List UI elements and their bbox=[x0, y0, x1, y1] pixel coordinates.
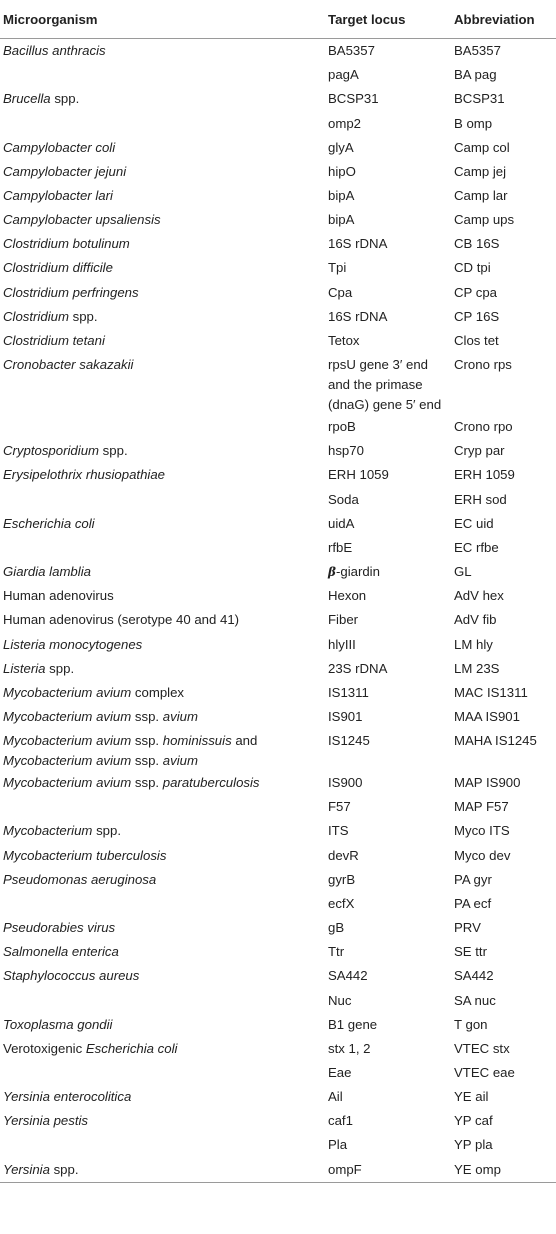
table-row bbox=[0, 844, 556, 868]
locus-text: BCSP31 bbox=[328, 91, 379, 107]
cell-target-locus bbox=[320, 892, 451, 916]
table-row bbox=[0, 111, 556, 135]
cell-target-locus bbox=[320, 439, 451, 463]
cell-microorganism bbox=[0, 512, 320, 536]
organism-name: Pseudorabies virus bbox=[3, 920, 116, 936]
table-row bbox=[0, 184, 556, 208]
cell-microorganism bbox=[0, 1158, 320, 1183]
table-row bbox=[0, 488, 556, 512]
table-row bbox=[0, 208, 556, 232]
cell-abbreviation: GL bbox=[454, 564, 472, 580]
cell-target-locus bbox=[320, 795, 451, 819]
table-row bbox=[0, 608, 556, 632]
locus-text: rpsU gene 3′ end and the primase (dnaG) gene 5′ end bbox=[328, 357, 442, 413]
table-row bbox=[0, 1158, 556, 1183]
organism-name: Mycobacterium tuberculosis bbox=[3, 847, 167, 863]
cell-abbreviation: Camp ups bbox=[454, 212, 515, 228]
cell-target-locus bbox=[320, 463, 451, 487]
cell-abbreviation: YE omp bbox=[451, 1158, 556, 1183]
organism-qualifier: spp. bbox=[68, 308, 98, 324]
cell-target-locus bbox=[320, 632, 451, 656]
locus-text: bipA bbox=[328, 212, 355, 228]
locus-text: IS1311 bbox=[328, 684, 369, 700]
locus-text: 23S rDNA bbox=[328, 660, 388, 676]
cell-abbreviation: AdV hex bbox=[454, 588, 504, 604]
organism-name: Mycobacterium avium bbox=[3, 708, 132, 724]
cell-abbreviation: B omp bbox=[454, 115, 493, 131]
organism-name: Escherichia coli bbox=[85, 1040, 178, 1056]
header-target-locus: Target locus bbox=[320, 0, 451, 39]
cell-abbreviation: Camp col bbox=[454, 139, 510, 155]
table-row bbox=[0, 632, 556, 656]
table-row bbox=[0, 868, 556, 892]
header-abbreviation: Abbreviation bbox=[451, 0, 556, 39]
cell-abbreviation: AdV fib bbox=[454, 612, 497, 628]
cell-abbreviation: ERH 1059 bbox=[454, 467, 515, 483]
locus-text: Cpa bbox=[328, 284, 353, 300]
cell-microorganism bbox=[0, 940, 320, 964]
cell-microorganism bbox=[0, 1109, 320, 1133]
organism-conjunction: and bbox=[231, 733, 258, 749]
organism-name: Brucella bbox=[3, 91, 51, 107]
cell-target-locus bbox=[320, 560, 451, 584]
organism-name: Staphylococcus aureus bbox=[3, 968, 140, 984]
table-row bbox=[0, 771, 556, 795]
locus-text: IS901 bbox=[328, 708, 363, 724]
cell-target-locus bbox=[320, 160, 451, 184]
organism-name: Giardia lamblia bbox=[3, 564, 91, 580]
table-row bbox=[0, 136, 556, 160]
table-row bbox=[0, 1013, 556, 1037]
table-row bbox=[0, 512, 556, 536]
cell-microorganism bbox=[0, 281, 320, 305]
organism-name: Mycobacterium bbox=[3, 823, 93, 839]
cell-microorganism bbox=[0, 184, 320, 208]
cell-target-locus bbox=[320, 63, 451, 87]
cell-microorganism bbox=[0, 657, 320, 681]
cell-abbreviation: VTEC eae bbox=[454, 1065, 515, 1081]
locus-text: B1 gene bbox=[328, 1016, 378, 1032]
cell-microorganism bbox=[0, 329, 320, 353]
cell-target-locus bbox=[320, 608, 451, 632]
cell-microorganism bbox=[0, 1013, 320, 1037]
cell-target-locus bbox=[320, 1158, 451, 1183]
cell-microorganism bbox=[0, 608, 320, 632]
cell-abbreviation: SA442 bbox=[454, 968, 494, 984]
cell-abbreviation: Camp jej bbox=[454, 163, 507, 179]
table-row bbox=[0, 353, 556, 415]
organism-name: Bacillus anthracis bbox=[3, 43, 106, 59]
organism-qualifier: complex bbox=[131, 684, 185, 700]
cell-abbreviation: YP pla bbox=[454, 1137, 493, 1153]
locus-text: gB bbox=[328, 920, 345, 936]
cell-target-locus bbox=[320, 329, 451, 353]
cell-abbreviation: Cryp par bbox=[454, 443, 505, 459]
cell-target-locus bbox=[320, 1037, 451, 1061]
cell-abbreviation: LM hly bbox=[454, 636, 493, 652]
cell-abbreviation: PRV bbox=[454, 920, 481, 936]
locus-text: Soda bbox=[328, 491, 359, 507]
cell-target-locus bbox=[320, 536, 451, 560]
organism-name: Clostridium botulinum bbox=[3, 236, 130, 252]
table-row bbox=[0, 892, 556, 916]
cell-microorganism bbox=[0, 584, 320, 608]
table-row bbox=[0, 1109, 556, 1133]
organism-subspecies: paratuberculosis bbox=[162, 775, 260, 791]
cell-target-locus bbox=[320, 916, 451, 940]
table-row bbox=[0, 729, 556, 771]
cell-target-locus bbox=[320, 705, 451, 729]
cell-target-locus bbox=[320, 1085, 451, 1109]
cell-abbreviation: BA5357 bbox=[454, 43, 501, 59]
cell-abbreviation: YE ail bbox=[454, 1089, 489, 1105]
cell-microorganism bbox=[0, 305, 320, 329]
locus-text: Pla bbox=[328, 1137, 348, 1153]
locus-text: glyA bbox=[328, 139, 354, 155]
cell-abbreviation: Clos tet bbox=[454, 332, 499, 348]
table-row bbox=[0, 1133, 556, 1157]
cell-abbreviation: EC uid bbox=[454, 515, 494, 531]
table-row bbox=[0, 463, 556, 487]
locus-text: Fiber bbox=[328, 612, 359, 628]
table-row bbox=[0, 1085, 556, 1109]
organism-name: Listeria bbox=[3, 660, 46, 676]
cell-microorganism bbox=[0, 795, 320, 819]
organism-name: Cronobacter sakazakii bbox=[3, 357, 134, 373]
greek-symbol: β bbox=[328, 565, 336, 580]
cell-abbreviation: VTEC stx bbox=[454, 1040, 510, 1056]
organism-subspecies: avium bbox=[162, 708, 198, 724]
cell-target-locus bbox=[320, 512, 451, 536]
organism-qualifier: spp. bbox=[45, 660, 75, 676]
organism-name: Erysipelothrix rhusiopathiae bbox=[3, 467, 165, 483]
locus-text: ITS bbox=[328, 823, 349, 839]
table-row bbox=[0, 63, 556, 87]
organism-name: Salmonella enterica bbox=[3, 944, 119, 960]
organism-qualifier: ssp. bbox=[131, 708, 163, 724]
cell-abbreviation: EC rfbe bbox=[454, 539, 499, 555]
locus-text: gyrB bbox=[328, 871, 356, 887]
locus-text: pagA bbox=[328, 67, 359, 83]
table-row bbox=[0, 439, 556, 463]
table-row bbox=[0, 281, 556, 305]
cell-target-locus bbox=[320, 868, 451, 892]
locus-text: stx 1, 2 bbox=[328, 1040, 371, 1056]
table-row bbox=[0, 795, 556, 819]
locus-text: 16S rDNA bbox=[328, 236, 388, 252]
locus-text: Tpi bbox=[328, 260, 347, 276]
table-row bbox=[0, 1061, 556, 1085]
cell-abbreviation: MAP F57 bbox=[454, 799, 509, 815]
cell-target-locus bbox=[320, 39, 451, 64]
cell-abbreviation: Myco ITS bbox=[454, 823, 510, 839]
cell-abbreviation: BCSP31 bbox=[454, 91, 505, 107]
cell-microorganism bbox=[0, 136, 320, 160]
locus-text: IS1245 bbox=[328, 733, 370, 749]
cell-abbreviation: MAC IS1311 bbox=[454, 684, 528, 700]
locus-text: IS900 bbox=[328, 775, 363, 791]
cell-abbreviation: CP 16S bbox=[454, 308, 500, 324]
table-row bbox=[0, 305, 556, 329]
locus-text: Hexon bbox=[328, 588, 367, 604]
cell-target-locus bbox=[320, 111, 451, 135]
locus-text: caf1 bbox=[328, 1113, 353, 1129]
cell-microorganism bbox=[0, 439, 320, 463]
cell-microorganism bbox=[0, 39, 320, 64]
cell-target-locus bbox=[320, 1133, 451, 1157]
locus-text: Nuc bbox=[328, 992, 352, 1008]
table-row bbox=[0, 232, 556, 256]
cell-microorganism bbox=[0, 729, 320, 771]
table-row bbox=[0, 681, 556, 705]
header-row bbox=[0, 0, 556, 39]
locus-text: ERH 1059 bbox=[328, 467, 389, 483]
cell-abbreviation: LM 23S bbox=[454, 660, 500, 676]
locus-text: -giardin bbox=[335, 564, 380, 580]
locus-text: Ail bbox=[328, 1089, 343, 1105]
cell-target-locus bbox=[320, 964, 451, 988]
locus-text: 16S rDNA bbox=[328, 308, 388, 324]
cell-microorganism bbox=[0, 353, 320, 415]
cell-target-locus bbox=[320, 256, 451, 280]
cell-abbreviation: Myco dev bbox=[454, 847, 511, 863]
cell-microorganism bbox=[0, 415, 320, 439]
table-row bbox=[0, 819, 556, 843]
cell-abbreviation: SA nuc bbox=[454, 992, 496, 1008]
cell-abbreviation: Camp lar bbox=[454, 188, 508, 204]
cell-microorganism bbox=[0, 771, 320, 795]
table-row bbox=[0, 160, 556, 184]
table-row bbox=[0, 940, 556, 964]
organism-qualifier: spp. bbox=[50, 91, 80, 107]
cell-target-locus bbox=[320, 819, 451, 843]
cell-microorganism bbox=[0, 1061, 320, 1085]
organism-name: Campylobacter upsaliensis bbox=[3, 212, 161, 228]
locus-text: ecfX bbox=[328, 895, 355, 911]
cell-target-locus bbox=[320, 1013, 451, 1037]
cell-microorganism bbox=[0, 560, 320, 584]
table-row bbox=[0, 988, 556, 1012]
organism-name: Pseudomonas aeruginosa bbox=[3, 871, 157, 887]
organism-qualifier: ssp. bbox=[131, 753, 163, 769]
organism-name: Mycobacterium avium bbox=[3, 753, 132, 769]
organism-prefix: Verotoxigenic bbox=[3, 1040, 86, 1056]
organism-name: Listeria monocytogenes bbox=[3, 636, 143, 652]
locus-text: ompF bbox=[328, 1161, 362, 1177]
locus-text: devR bbox=[328, 847, 359, 863]
cell-microorganism bbox=[0, 160, 320, 184]
organism-name: Mycobacterium avium bbox=[3, 775, 132, 791]
cell-target-locus bbox=[320, 232, 451, 256]
organism-qualifier: spp. bbox=[92, 823, 122, 839]
table-body bbox=[0, 39, 556, 1183]
table-row bbox=[0, 964, 556, 988]
organism-name: Mycobacterium avium bbox=[3, 733, 132, 749]
organism-name: Campylobacter lari bbox=[3, 188, 113, 204]
cell-target-locus bbox=[320, 584, 451, 608]
cell-microorganism bbox=[0, 868, 320, 892]
cell-target-locus bbox=[320, 305, 451, 329]
cell-abbreviation: MAA IS901 bbox=[454, 708, 520, 724]
locus-text: hlyIII bbox=[328, 636, 356, 652]
organism-name: Clostridium perfringens bbox=[3, 284, 139, 300]
table-row bbox=[0, 87, 556, 111]
cell-abbreviation: PA ecf bbox=[454, 895, 492, 911]
organism-name: Clostridium difficile bbox=[3, 260, 113, 276]
cell-abbreviation: Crono rps bbox=[454, 357, 512, 373]
cell-microorganism bbox=[0, 111, 320, 135]
organism-name: Campylobacter coli bbox=[3, 139, 116, 155]
cell-microorganism bbox=[0, 256, 320, 280]
cell-abbreviation: CB 16S bbox=[454, 236, 500, 252]
table-row bbox=[0, 256, 556, 280]
table-row bbox=[0, 1037, 556, 1061]
cell-microorganism bbox=[0, 463, 320, 487]
organism-name: Yersinia pestis bbox=[3, 1113, 89, 1129]
header-microorganism: Microorganism bbox=[0, 0, 320, 39]
cell-target-locus bbox=[320, 1109, 451, 1133]
organism-name: Campylobacter jejuni bbox=[3, 163, 127, 179]
locus-text: rfbE bbox=[328, 539, 353, 555]
cell-target-locus bbox=[320, 136, 451, 160]
cell-abbreviation: MAHA IS1245 bbox=[454, 733, 537, 749]
cell-target-locus bbox=[320, 657, 451, 681]
locus-text: omp2 bbox=[328, 115, 361, 131]
locus-text: SA442 bbox=[328, 968, 368, 984]
cell-abbreviation: T gon bbox=[454, 1016, 488, 1032]
cell-microorganism bbox=[0, 208, 320, 232]
cell-abbreviation: ERH sod bbox=[454, 491, 507, 507]
organism-name: Escherichia coli bbox=[3, 515, 95, 531]
cell-target-locus bbox=[320, 208, 451, 232]
cell-microorganism bbox=[0, 892, 320, 916]
cell-microorganism bbox=[0, 819, 320, 843]
locus-text: Eae bbox=[328, 1065, 352, 1081]
cell-target-locus bbox=[320, 681, 451, 705]
organism-subspecies: hominissuis bbox=[162, 733, 232, 749]
cell-abbreviation: BA pag bbox=[454, 67, 497, 83]
table-row bbox=[0, 536, 556, 560]
cell-target-locus bbox=[320, 771, 451, 795]
cell-microorganism bbox=[0, 232, 320, 256]
cell-abbreviation: YP caf bbox=[454, 1113, 493, 1129]
organism-qualifier: spp. bbox=[49, 1161, 79, 1177]
cell-abbreviation: PA gyr bbox=[454, 871, 492, 887]
organism-name: Human adenovirus (serotype 40 and 41) bbox=[3, 612, 240, 628]
cell-target-locus bbox=[320, 488, 451, 512]
cell-target-locus bbox=[320, 281, 451, 305]
table-row bbox=[0, 560, 556, 584]
table-row bbox=[0, 39, 556, 64]
organism-qualifier: spp. bbox=[99, 443, 128, 459]
cell-target-locus bbox=[320, 988, 451, 1012]
cell-microorganism bbox=[0, 964, 320, 988]
cell-abbreviation: CD tpi bbox=[454, 260, 491, 276]
cell-target-locus bbox=[320, 87, 451, 111]
locus-text: Tetox bbox=[328, 332, 360, 348]
organism-name: Cryptosporidium bbox=[3, 443, 100, 459]
cell-microorganism bbox=[0, 1133, 320, 1157]
cell-microorganism bbox=[0, 844, 320, 868]
cell-microorganism bbox=[0, 632, 320, 656]
locus-text: BA5357 bbox=[328, 43, 375, 59]
table-row bbox=[0, 705, 556, 729]
organism-name: Clostridium bbox=[3, 308, 69, 324]
cell-microorganism bbox=[0, 988, 320, 1012]
table-row bbox=[0, 584, 556, 608]
cell-target-locus bbox=[320, 729, 451, 771]
cell-target-locus bbox=[320, 1061, 451, 1085]
cell-target-locus bbox=[320, 940, 451, 964]
organism-name: Yersinia enterocolitica bbox=[3, 1089, 132, 1105]
organism-subspecies: avium bbox=[162, 753, 198, 769]
cell-microorganism bbox=[0, 87, 320, 111]
table-row bbox=[0, 415, 556, 439]
locus-text: hipO bbox=[328, 163, 356, 179]
cell-target-locus bbox=[320, 353, 451, 415]
organism-name: Human adenovirus bbox=[3, 588, 114, 604]
cell-microorganism bbox=[0, 1085, 320, 1109]
cell-microorganism bbox=[0, 705, 320, 729]
cell-target-locus bbox=[320, 184, 451, 208]
organism-qualifier: ssp. bbox=[131, 733, 163, 749]
table-row bbox=[0, 916, 556, 940]
cell-microorganism bbox=[0, 488, 320, 512]
organism-qualifier: ssp. bbox=[131, 775, 163, 791]
cell-abbreviation: SE ttr bbox=[454, 944, 487, 960]
cell-target-locus bbox=[320, 844, 451, 868]
cell-microorganism bbox=[0, 681, 320, 705]
locus-text: Ttr bbox=[328, 944, 345, 960]
cell-microorganism bbox=[0, 916, 320, 940]
locus-text: hsp70 bbox=[328, 443, 364, 459]
organism-name: Clostridium tetani bbox=[3, 332, 105, 348]
locus-text: uidA bbox=[328, 515, 355, 531]
organism-name: Mycobacterium avium bbox=[3, 684, 132, 700]
table-row bbox=[0, 657, 556, 681]
cell-microorganism bbox=[0, 1037, 320, 1061]
locus-text: F57 bbox=[328, 799, 351, 815]
cell-microorganism bbox=[0, 63, 320, 87]
cell-abbreviation: CP cpa bbox=[454, 284, 498, 300]
cell-abbreviation: MAP IS900 bbox=[454, 775, 521, 791]
cell-microorganism bbox=[0, 536, 320, 560]
cell-target-locus bbox=[320, 415, 451, 439]
cell-abbreviation: Crono rpo bbox=[454, 419, 513, 435]
table-row bbox=[0, 329, 556, 353]
locus-text: bipA bbox=[328, 188, 355, 204]
organism-name: Yersinia bbox=[3, 1161, 50, 1177]
locus-text: rpoB bbox=[328, 419, 356, 435]
organism-name: Toxoplasma gondii bbox=[3, 1016, 113, 1032]
